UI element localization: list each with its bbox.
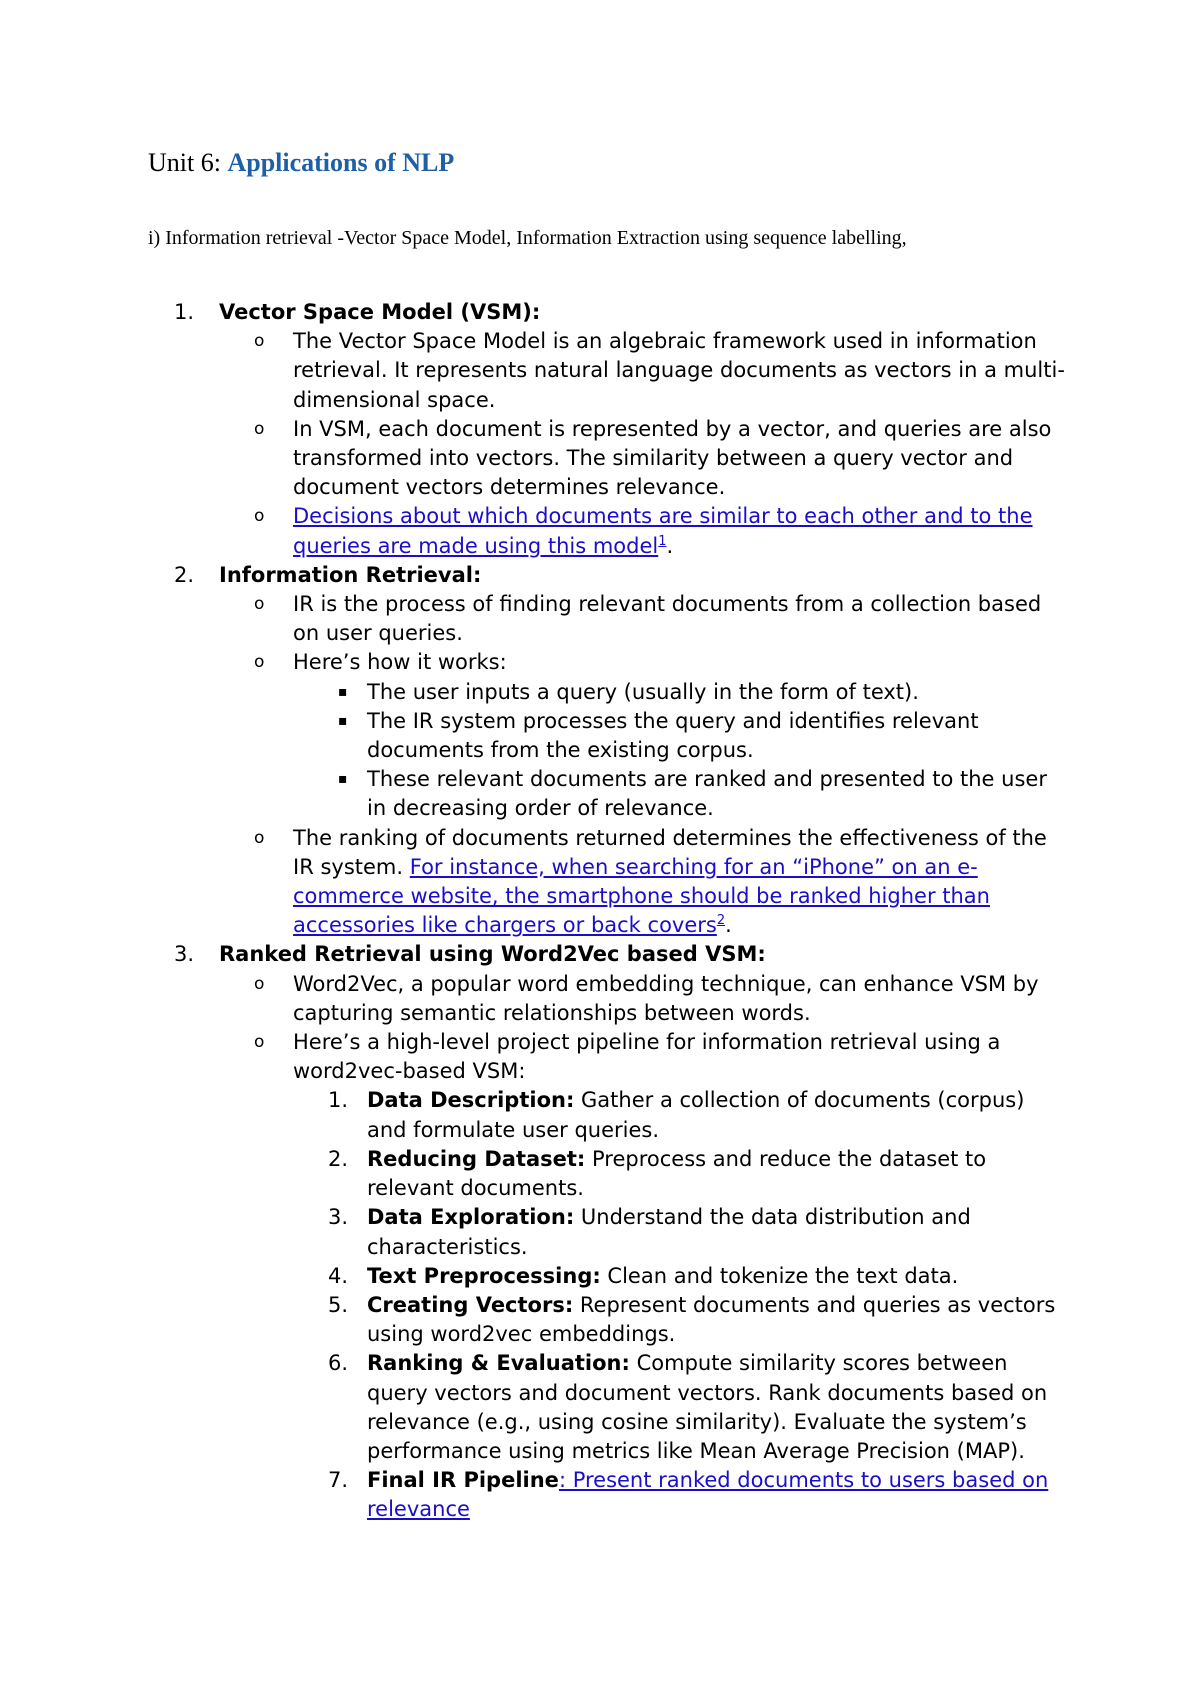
step-text: Clean and tokenize the text data. (600, 1263, 959, 1288)
step-number: 5. (328, 1292, 349, 1317)
list-item (168, 824, 1068, 941)
pipeline-step (168, 1086, 1068, 1144)
section-title: Ranked Retrieval using Word2Vec based VSM: (219, 942, 766, 967)
point-text: In VSM, each document is represented by a vector, and queries are also transformed into vectors. The similarity between a query vector and document vectors determines relevance. (293, 416, 1052, 500)
sub-point-text: The user inputs a query (usually in the form of text). (367, 679, 919, 704)
list-item (168, 1028, 1068, 1086)
pipeline-step (168, 1291, 1068, 1349)
circle-bullet-icon: o (254, 331, 265, 352)
content-body (168, 298, 1068, 1525)
step-text: Represent documents and queries as vectors using word2vec embeddings. (367, 1292, 1056, 1347)
step-number: 4. (328, 1263, 349, 1288)
step-label: Text Preprocessing: (367, 1263, 601, 1288)
point-text: Here’s a high-level project pipeline for information retrieval using a word2vec-based VSM: (293, 1030, 1001, 1084)
sub-list-item (168, 707, 1068, 765)
unit-title: Applications of NLP (227, 148, 455, 177)
section-title: Vector Space Model (VSM): (219, 300, 541, 324)
section-vsm (168, 298, 1068, 327)
step-label: Ranking & Evaluation: (367, 1351, 630, 1376)
point-text: Here’s how it works: (293, 650, 507, 675)
square-bullet-icon: ▪ (338, 771, 348, 788)
list-item (168, 415, 1068, 503)
section-number: 1. (174, 300, 195, 324)
sub-point-text: These relevant documents are ranked and presented to the user in decreasing order of relevance. (367, 767, 1047, 821)
point-text: The ranking of documents returned determines the effectiveness of the IR system. (293, 825, 1047, 879)
section-title: Information Retrieval: (219, 562, 482, 587)
section-word2vec (168, 940, 1068, 969)
unit-heading (148, 146, 454, 180)
point-tail: . (725, 913, 732, 938)
circle-bullet-icon: o (254, 594, 265, 615)
footnote-1[interactable]: 1 (658, 533, 667, 549)
footnote-2[interactable]: 2 (716, 913, 726, 929)
list-item (168, 327, 1068, 415)
step-label: Final IR Pipeline (367, 1468, 559, 1493)
reference-link-3[interactable]: : Present ranked documents to users based on relevance (367, 1468, 1049, 1522)
circle-bullet-icon: o (254, 973, 265, 994)
circle-bullet-icon: o (254, 652, 265, 673)
step-text: Compute similarity scores between query vectors and document vectors. Rank documents based on relevance (e.g., using cosine similarity). Evaluate the system’s performance using metrics like Mean Average Precision (MAP). (367, 1351, 1048, 1463)
circle-bullet-icon: o (254, 506, 265, 527)
step-number: 2. (328, 1146, 349, 1171)
circle-bullet-icon: o (254, 827, 265, 848)
step-text: Gather a collection of documents (corpus) and formulate user queries. (367, 1088, 1025, 1142)
sub-point-text: The IR system processes the query and identifies relevant documents from the existing corpus. (367, 708, 979, 763)
point-text: The Vector Space Model is an algebraic framework used in information retrieval. It represents natural language documents as vectors in a multi-dimensional space. (293, 329, 1065, 412)
pipeline-step (168, 1349, 1068, 1466)
point-text: Word2Vec, a popular word embedding technique, can enhance VSM by capturing semantic relationships between words. (293, 971, 1039, 1025)
section-number: 2. (174, 562, 195, 587)
step-label: Reducing Dataset: (367, 1146, 586, 1171)
point-text: IR is the process of finding relevant documents from a collection based on user queries. (293, 592, 1042, 646)
step-label: Creating Vectors: (367, 1292, 574, 1317)
step-text: Understand the data distribution and characteristics. (367, 1205, 971, 1259)
sub-list-item (168, 678, 1068, 707)
list-item (168, 648, 1068, 677)
step-number: 7. (328, 1468, 349, 1493)
circle-bullet-icon: o (254, 1032, 265, 1053)
pipeline-step (168, 1262, 1068, 1291)
pipeline-step (168, 1203, 1068, 1261)
section-ir (168, 561, 1068, 590)
step-text: Preprocess and reduce the dataset to relevant documents. (367, 1146, 987, 1201)
circle-bullet-icon: o (254, 418, 265, 439)
list-item (168, 590, 1068, 648)
list-item (168, 502, 1068, 560)
reference-link-2[interactable]: For instance, when searching for an “iPhone” on an e-commerce website, the smartphone should be ranked higher than accessories like chargers or back covers (293, 854, 990, 938)
pipeline-step (168, 1145, 1068, 1203)
step-number: 1. (328, 1088, 349, 1113)
section-number: 3. (174, 942, 195, 967)
point-tail: . (666, 533, 674, 558)
sub-list-item (168, 765, 1068, 823)
list-item (168, 970, 1068, 1028)
topic-line: i) Information retrieval -Vector Space Model, Information Extraction using sequence labelling, (148, 227, 907, 249)
square-bullet-icon: ▪ (338, 712, 348, 729)
pipeline-step (168, 1466, 1068, 1524)
step-number: 3. (328, 1205, 349, 1230)
step-label: Data Exploration: (367, 1205, 575, 1230)
step-label: Data Description: (367, 1088, 575, 1113)
reference-link-1[interactable]: Decisions about which documents are similar to each other and to the queries are made using this model (293, 504, 1033, 558)
square-bullet-icon: ▪ (338, 683, 348, 700)
unit-prefix: Unit 6: (148, 148, 228, 177)
step-number: 6. (328, 1351, 349, 1376)
